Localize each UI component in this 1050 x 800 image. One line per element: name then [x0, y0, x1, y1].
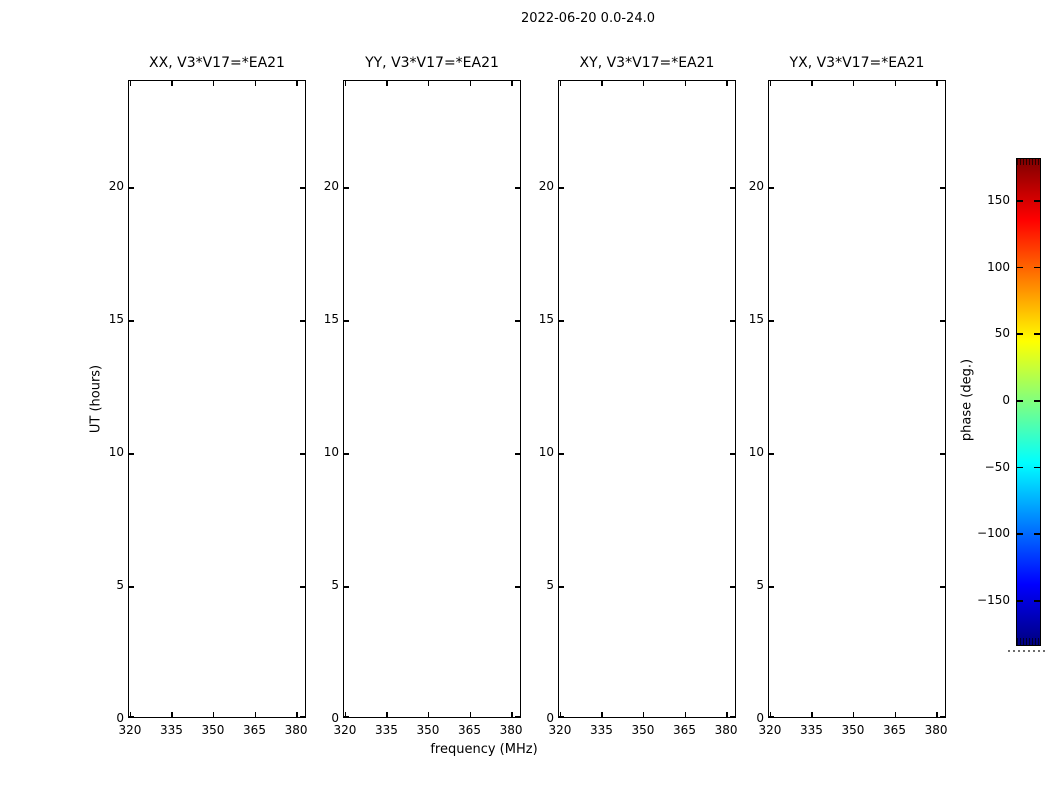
- subplot-title: XY, V3*V17=*EA21: [579, 55, 715, 71]
- x-tick: [770, 81, 772, 86]
- x-tick: [428, 712, 430, 717]
- x-tick-label: 350: [631, 723, 655, 737]
- x-tick: [643, 81, 645, 86]
- x-tick: [643, 712, 645, 717]
- x-tick: [470, 81, 472, 86]
- y-tick: [940, 187, 945, 189]
- y-tick: [769, 320, 774, 322]
- y-tick: [344, 716, 349, 718]
- x-tick-label: 380: [284, 723, 308, 737]
- y-tick-label: 5: [756, 578, 764, 593]
- y-tick-label: 15: [538, 312, 554, 327]
- x-tick-label: 350: [416, 723, 440, 737]
- x-tick-label: 320: [118, 723, 142, 737]
- x-axis-label: frequency (MHz): [430, 742, 538, 757]
- x-tick-label: 365: [458, 723, 481, 737]
- y-tick-label: 5: [546, 578, 554, 593]
- x-tick-label: 380: [714, 723, 738, 737]
- colorbar: [1016, 158, 1041, 646]
- y-tick: [129, 453, 134, 455]
- y-tick: [940, 716, 945, 718]
- colorbar-tick: [1016, 467, 1023, 469]
- y-tick-label: 5: [331, 578, 339, 593]
- x-tick: [853, 81, 855, 86]
- x-tick-label: 365: [243, 723, 266, 737]
- colorbar-tick: [1034, 467, 1041, 469]
- y-tick: [344, 320, 349, 322]
- x-tick: [601, 712, 603, 717]
- x-tick: [511, 81, 513, 86]
- y-tick: [344, 453, 349, 455]
- colorbar-label: phase (deg.): [959, 358, 975, 442]
- y-tick: [559, 320, 564, 322]
- y-tick-label: 10: [748, 445, 764, 460]
- y-tick: [344, 586, 349, 588]
- y-axis-label: UT (hours): [88, 364, 104, 434]
- x-tick: [255, 712, 257, 717]
- subplot-panel: [558, 80, 736, 718]
- x-tick: [213, 712, 215, 717]
- colorbar-tick: [1016, 400, 1023, 402]
- colorbar-tick-label: −50: [984, 459, 1010, 474]
- x-tick-label: 320: [548, 723, 572, 737]
- y-tick: [129, 320, 134, 322]
- x-tick: [811, 712, 813, 717]
- y-tick: [559, 716, 564, 718]
- colorbar-tick-label: 150: [987, 193, 1010, 207]
- x-tick: [171, 81, 173, 86]
- x-tick: [811, 81, 813, 86]
- x-tick: [895, 81, 897, 86]
- y-tick-label: 0: [116, 711, 124, 725]
- y-tick-label: 10: [538, 445, 554, 460]
- x-tick: [511, 712, 513, 717]
- y-tick-label: 20: [108, 179, 124, 194]
- x-tick: [171, 712, 173, 717]
- x-tick-label: 335: [160, 723, 183, 737]
- colorbar-tick: [1034, 333, 1041, 335]
- figure-title: 2022-06-20 0.0-24.0: [521, 11, 655, 26]
- colorbar-tick: [1034, 200, 1041, 202]
- subplot-title: YY, V3*V17=*EA21: [365, 55, 499, 71]
- x-tick: [296, 712, 298, 717]
- y-tick: [559, 453, 564, 455]
- x-tick: [213, 81, 215, 86]
- x-tick: [726, 81, 728, 86]
- subplot-title: YX, V3*V17=*EA21: [789, 55, 925, 71]
- y-tick: [129, 716, 134, 718]
- colorbar-tick: [1016, 267, 1023, 269]
- x-tick-label: 320: [333, 723, 357, 737]
- colorbar-tick: [1034, 533, 1041, 535]
- y-tick: [940, 320, 945, 322]
- y-tick: [129, 187, 134, 189]
- x-tick-label: 380: [499, 723, 523, 737]
- y-tick: [769, 586, 774, 588]
- y-tick-label: 0: [756, 711, 764, 725]
- x-tick-label: 365: [673, 723, 696, 737]
- x-tick: [685, 81, 687, 86]
- colorbar-dotted-line: [1008, 650, 1048, 652]
- y-tick: [769, 453, 774, 455]
- y-tick: [559, 187, 564, 189]
- y-tick-label: 0: [546, 711, 554, 725]
- subplot-panel: [343, 80, 521, 718]
- y-tick: [769, 187, 774, 189]
- x-tick-label: 320: [758, 723, 782, 737]
- colorbar-tick-label: 0: [1002, 393, 1010, 407]
- x-tick-label: 380: [924, 723, 948, 737]
- colorbar-tick-label: 100: [987, 259, 1010, 274]
- y-tick-label: 20: [538, 179, 554, 194]
- colorbar-tick: [1016, 333, 1023, 335]
- x-tick-label: 335: [800, 723, 823, 737]
- x-tick: [936, 81, 938, 86]
- colorbar-tick: [1016, 600, 1023, 602]
- y-tick: [940, 586, 945, 588]
- x-tick: [853, 712, 855, 717]
- y-tick-label: 15: [323, 312, 339, 327]
- x-tick: [255, 81, 257, 86]
- y-tick: [940, 453, 945, 455]
- x-tick: [386, 81, 388, 86]
- y-tick-label: 0: [331, 711, 339, 725]
- y-tick-label: 20: [323, 179, 339, 194]
- x-tick: [895, 712, 897, 717]
- x-tick-label: 350: [201, 723, 225, 737]
- colorbar-tick-label: 50: [994, 326, 1010, 341]
- subplot-panel: [128, 80, 306, 718]
- y-tick-label: 20: [748, 179, 764, 194]
- y-tick-label: 15: [108, 312, 124, 327]
- x-tick-label: 335: [375, 723, 398, 737]
- y-tick-label: 10: [108, 445, 124, 460]
- x-tick: [936, 712, 938, 717]
- colorbar-tick: [1016, 200, 1023, 202]
- x-tick: [470, 712, 472, 717]
- colorbar-tick-label: −100: [977, 526, 1010, 541]
- y-tick-label: 15: [748, 312, 764, 327]
- x-tick: [560, 81, 562, 86]
- subplot-panel: [768, 80, 946, 718]
- x-tick: [685, 712, 687, 717]
- x-tick-label: 335: [590, 723, 613, 737]
- colorbar-tick: [1034, 267, 1041, 269]
- colorbar-tick: [1016, 533, 1023, 535]
- y-tick: [769, 716, 774, 718]
- y-tick-label: 5: [116, 578, 124, 593]
- x-tick: [428, 81, 430, 86]
- x-tick: [386, 712, 388, 717]
- colorbar-tick-label: −150: [977, 593, 1010, 607]
- x-tick: [130, 81, 132, 86]
- colorbar-tick: [1034, 400, 1041, 402]
- y-tick: [344, 187, 349, 189]
- colorbar-hatch-top: [1017, 159, 1040, 165]
- x-tick: [345, 81, 347, 86]
- x-tick: [296, 81, 298, 86]
- subplot-title: XX, V3*V17=*EA21: [149, 55, 285, 71]
- colorbar-tick: [1034, 600, 1041, 602]
- y-tick: [559, 586, 564, 588]
- x-tick-label: 350: [841, 723, 865, 737]
- colorbar-hatch-bottom: [1017, 638, 1040, 645]
- x-tick-label: 365: [883, 723, 906, 737]
- y-tick: [129, 586, 134, 588]
- y-tick-label: 10: [323, 445, 339, 460]
- x-tick: [601, 81, 603, 86]
